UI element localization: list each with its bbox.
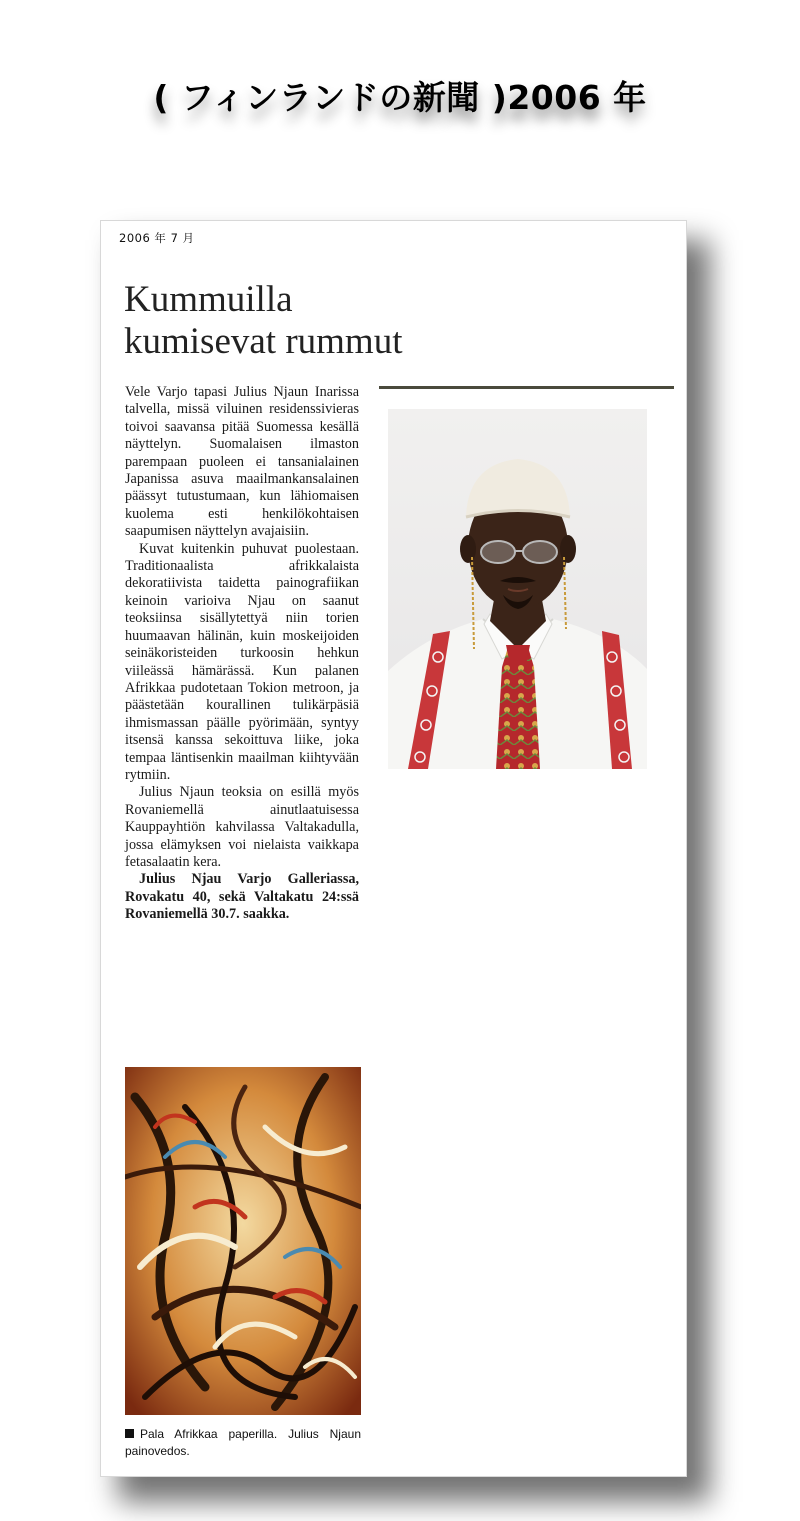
portrait-illustration	[388, 409, 647, 769]
exhibition-credit: Julius Njau Varjo Galleriassa, Rovakatu 40, sekä Valtakatu 24:ssä Rovaniemellä 30.7. saakka.	[125, 871, 359, 923]
article-headline	[124, 279, 574, 363]
show-through-text-top	[401, 397, 404, 408]
artwork-caption-text: Pala Afrikkaa paperilla. Julius Njaun painovedos.	[125, 1427, 361, 1458]
article-paragraph-3: Julius Njaun teoksia on esillä myös Rovaniemellä ainutlaatuisessa Kauppayhtiön kahvilassa Valtakadulla, jossa elämyksen voi nielaista vaikkapa fetasalaatin kera.	[125, 784, 359, 870]
page-heading: ( フィンランドの新聞 )2006 年	[153, 78, 647, 117]
column-rule	[379, 386, 674, 389]
issue-date: 2006 年 7 月	[119, 231, 195, 245]
headline-line-2: kumisevat rummut	[124, 321, 403, 362]
article-body	[125, 384, 359, 924]
artwork-print-image	[125, 1067, 361, 1415]
artist-portrait-photo	[388, 409, 647, 769]
headline-line-1: Kummuilla	[124, 279, 293, 320]
article-paragraph-1: Vele Varjo tapasi Julius Njaun Inarissa talvella, missä viluinen residenssivieras toivoi saavansa pitää Suomessa kesällä näyttelyn. Suomalaisen ilmaston parempaan puoleen ei tansanialainen Japanissa asuva maailmankansalainen päässyt tutustumaan, kun lähiomaisen kuolema esti henkilökohtaisen saapumisen näyttelyn avajaisiin.	[125, 384, 359, 540]
artwork-caption	[125, 1426, 361, 1460]
article-paragraph-2: Kuvat kuitenkin puhuvat puolestaan. Traditionaalista afrikkalaista dekoratiivista taidetta painografiikan keinoin varioiva Njau on saanut teoksiinsa sisällytettyä niin torien huumaavan hälinän, kuin moskeijoiden seinäkoristeiden turkoosin hehkun viileässä hämärässä. Kun palanen Afrikkaa pudotetaan Tokion metroon, ja päästetään kourallinen tulikärpäsiä ihmismassan päälle pyörimään, syntyy itsensä kanssa sekoittuva liike, joka tempaa läntisenkin maailman kiihtyvään rytmiin.	[125, 540, 359, 783]
caption-bullet-icon	[125, 1429, 134, 1438]
newspaper-clipping	[100, 220, 687, 1477]
abstract-artwork	[125, 1067, 361, 1415]
